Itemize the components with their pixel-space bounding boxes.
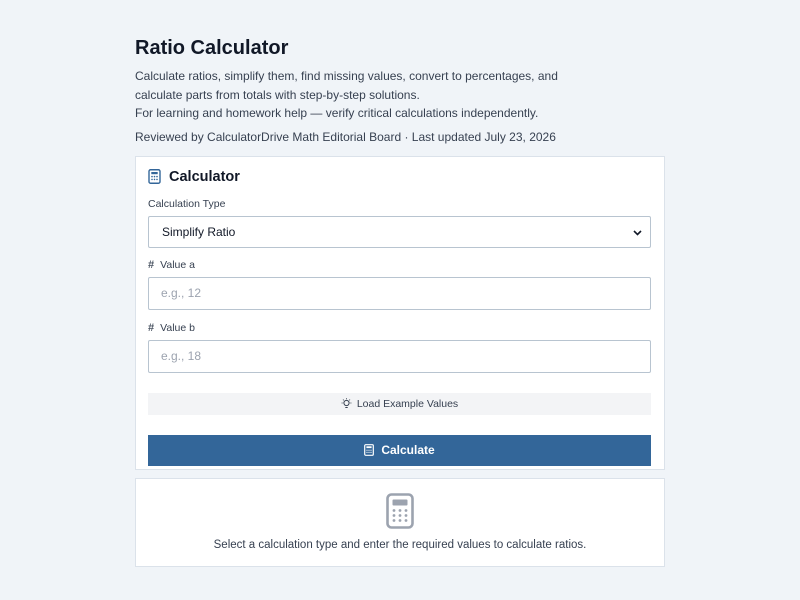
page-title: Ratio Calculator [135,37,289,59]
calculation-type-label: Calculation Type [148,197,226,210]
card-header [148,169,651,185]
lightbulb-icon [341,398,352,409]
value-b-label: # Value b [148,321,195,334]
calculator-card [135,156,665,470]
calculation-type-select[interactable] [148,216,651,248]
page-description: Calculate ratios, simplify them, find missing values, convert to percentages, and calculate parts from totals with step-by-step solutions. For learning and homework help — verify critical calculations independently. [135,69,558,120]
load-example-label: Load Example Values [356,397,459,410]
value-a-label: # Value a [148,258,195,271]
result-panel [135,478,665,567]
load-example-button[interactable] [148,393,651,415]
reviewed-by: Reviewed by CalculatorDrive Math Editorial Board · Last updated July 23, 2026 [135,129,556,144]
calculator-icon [364,444,374,456]
calculation-type-value: Simplify Ratio [162,224,236,239]
calculate-label: Calculate [381,443,435,457]
card-title: Calculator [169,168,240,185]
calculator-icon [386,493,414,529]
hash-icon: # [148,258,155,271]
result-message: Select a calculation type and enter the required values to calculate ratios. [213,539,587,551]
calculate-button[interactable] [148,435,651,466]
hash-icon: # [148,321,155,334]
chevron-down-icon [633,225,642,239]
main-content [135,36,665,470]
calculator-icon [148,169,161,184]
value-a-input[interactable]: e.g., 12 [148,277,651,310]
value-b-input[interactable]: e.g., 18 [148,340,651,373]
